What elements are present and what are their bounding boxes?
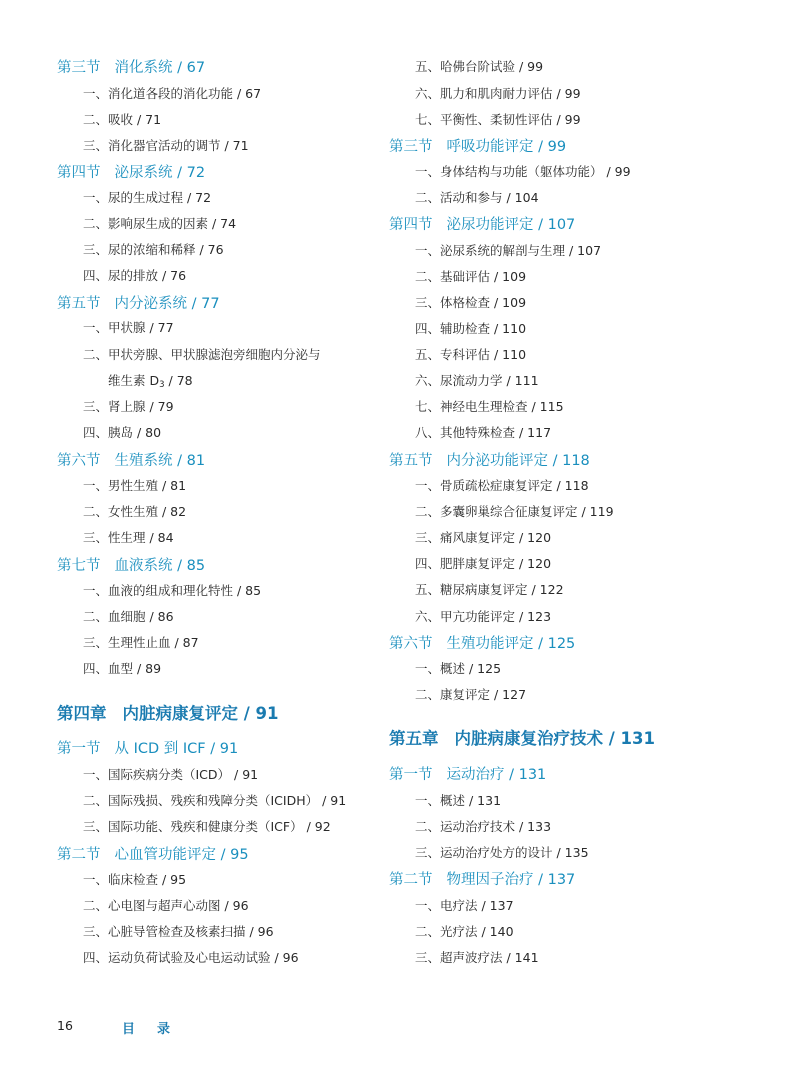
toc-item[interactable]: 六、尿流动力学 / 111 bbox=[415, 373, 539, 388]
toc-item[interactable]: 三、国际功能、残疾和健康分类（ICF） / 92 bbox=[83, 819, 331, 834]
toc-item[interactable]: 六、肌力和肌肉耐力评估 / 99 bbox=[415, 86, 581, 101]
toc-item[interactable]: 二、多囊卵巢综合征康复评定 / 119 bbox=[415, 504, 614, 519]
toc-item[interactable]: 一、泌尿系统的解剖与生理 / 107 bbox=[415, 243, 602, 258]
toc-section[interactable]: 第五节 内分泌功能评定 / 118 bbox=[389, 453, 590, 469]
toc-item[interactable]: 五、专科评估 / 110 bbox=[415, 347, 527, 362]
toc-item[interactable]: 二、国际残损、残疾和残障分类（ICIDH） / 91 bbox=[83, 793, 347, 808]
toc-item[interactable]: 二、甲状旁腺、甲状腺滤泡旁细胞内分泌与 bbox=[83, 347, 321, 362]
toc-item[interactable]: 四、肥胖康复评定 / 120 bbox=[415, 556, 552, 571]
toc-item[interactable]: 二、心电图与超声心动图 / 96 bbox=[83, 898, 249, 913]
toc-item[interactable]: 六、甲亢功能评定 / 123 bbox=[415, 609, 552, 624]
toc-item[interactable]: 四、胰岛 / 80 bbox=[83, 425, 162, 440]
toc-item[interactable]: 三、尿的浓缩和稀释 / 76 bbox=[83, 242, 224, 257]
toc-item[interactable]: 二、活动和参与 / 104 bbox=[415, 190, 539, 205]
toc-item[interactable]: 二、影响尿生成的因素 / 74 bbox=[83, 216, 237, 231]
toc-item[interactable]: 四、尿的排放 / 76 bbox=[83, 268, 187, 283]
toc-item[interactable]: 七、神经电生理检查 / 115 bbox=[415, 399, 564, 414]
page-number: 16 bbox=[57, 1018, 73, 1033]
toc-section[interactable]: 第四节 泌尿功能评定 / 107 bbox=[389, 217, 576, 233]
toc-item[interactable]: 一、身体结构与功能（躯体功能） / 99 bbox=[415, 164, 631, 179]
toc-item[interactable]: 三、痛风康复评定 / 120 bbox=[415, 530, 552, 545]
toc-item[interactable]: 一、临床检查 / 95 bbox=[83, 872, 187, 887]
toc-item[interactable]: 一、概述 / 125 bbox=[415, 661, 502, 676]
toc-item[interactable]: 一、男性生殖 / 81 bbox=[83, 478, 187, 493]
toc-item[interactable]: 四、血型 / 89 bbox=[83, 661, 162, 676]
toc-item[interactable]: 四、运动负荷试验及心电运动试验 / 96 bbox=[83, 950, 299, 965]
toc-item-continuation[interactable]: 维生素 $D_3 / 78$ bbox=[108, 373, 193, 390]
running-title: 目录 bbox=[122, 1022, 193, 1037]
toc-section[interactable]: 第六节 生殖功能评定 / 125 bbox=[389, 636, 576, 652]
toc-section[interactable]: 第三节 呼吸功能评定 / 99 bbox=[389, 139, 567, 155]
toc-item[interactable]: 三、超声波疗法 / 141 bbox=[415, 950, 539, 965]
toc-item[interactable]: 二、女性生殖 / 82 bbox=[83, 504, 187, 519]
toc-item[interactable]: 三、消化器官活动的调节 / 71 bbox=[83, 138, 249, 153]
toc-section[interactable]: 第四节 泌尿系统 / 72 bbox=[57, 165, 206, 181]
toc-chapter[interactable]: 第四章 内脏病康复评定 / 91 bbox=[57, 704, 279, 723]
toc-item[interactable]: 三、生理性止血 / 87 bbox=[83, 635, 199, 650]
toc-section[interactable]: 第一节 从 ICD 到 ICF / 91 bbox=[57, 741, 239, 757]
toc-item[interactable]: 二、吸收 / 71 bbox=[83, 112, 162, 127]
toc-item[interactable]: 三、心脏导管检查及核素扫描 / 96 bbox=[83, 924, 274, 939]
toc-item[interactable]: 三、性生理 / 84 bbox=[83, 530, 174, 545]
toc-item[interactable]: 一、甲状腺 / 77 bbox=[83, 320, 174, 335]
toc-item[interactable]: 一、概述 / 131 bbox=[415, 793, 502, 808]
toc-section[interactable]: 第二节 心血管功能评定 / 95 bbox=[57, 847, 249, 863]
toc-item[interactable]: 三、运动治疗处方的设计 / 135 bbox=[415, 845, 589, 860]
toc-item[interactable]: 四、辅助检查 / 110 bbox=[415, 321, 527, 336]
toc-item[interactable]: 八、其他特殊检查 / 117 bbox=[415, 425, 552, 440]
toc-section[interactable]: 第六节 生殖系统 / 81 bbox=[57, 453, 206, 469]
toc-item[interactable]: 二、光疗法 / 140 bbox=[415, 924, 514, 939]
toc-item[interactable]: 一、电疗法 / 137 bbox=[415, 898, 514, 913]
toc-item[interactable]: 二、运动治疗技术 / 133 bbox=[415, 819, 552, 834]
toc-item[interactable]: 五、哈佛台阶试验 / 99 bbox=[415, 59, 544, 74]
toc-section[interactable]: 第三节 消化系统 / 67 bbox=[57, 60, 206, 76]
toc-item[interactable]: 一、尿的生成过程 / 72 bbox=[83, 190, 212, 205]
toc-item[interactable]: 二、血细胞 / 86 bbox=[83, 609, 174, 624]
toc-section[interactable]: 第七节 血液系统 / 85 bbox=[57, 558, 206, 574]
toc-section[interactable]: 第二节 物理因子治疗 / 137 bbox=[389, 872, 576, 888]
toc-item[interactable]: 一、骨质疏松症康复评定 / 118 bbox=[415, 478, 589, 493]
toc-item[interactable]: 五、糖尿病康复评定 / 122 bbox=[415, 582, 564, 597]
toc-item[interactable]: 二、基础评估 / 109 bbox=[415, 269, 527, 284]
toc-section[interactable]: 第一节 运动治疗 / 131 bbox=[389, 767, 547, 783]
toc-item[interactable]: 三、肾上腺 / 79 bbox=[83, 399, 174, 414]
toc-item[interactable]: 二、康复评定 / 127 bbox=[415, 687, 527, 702]
toc-item[interactable]: 一、国际疾病分类（ICD） / 91 bbox=[83, 767, 259, 782]
toc-chapter[interactable]: 第五章 内脏病康复治疗技术 / 131 bbox=[389, 729, 655, 748]
toc-item[interactable]: 七、平衡性、柔韧性评估 / 99 bbox=[415, 112, 581, 127]
toc-item[interactable]: 三、体格检查 / 109 bbox=[415, 295, 527, 310]
toc-section[interactable]: 第五节 内分泌系统 / 77 bbox=[57, 296, 220, 312]
toc-item[interactable]: 一、消化道各段的消化功能 / 67 bbox=[83, 86, 262, 101]
toc-item[interactable]: 一、血液的组成和理化特性 / 85 bbox=[83, 583, 262, 598]
